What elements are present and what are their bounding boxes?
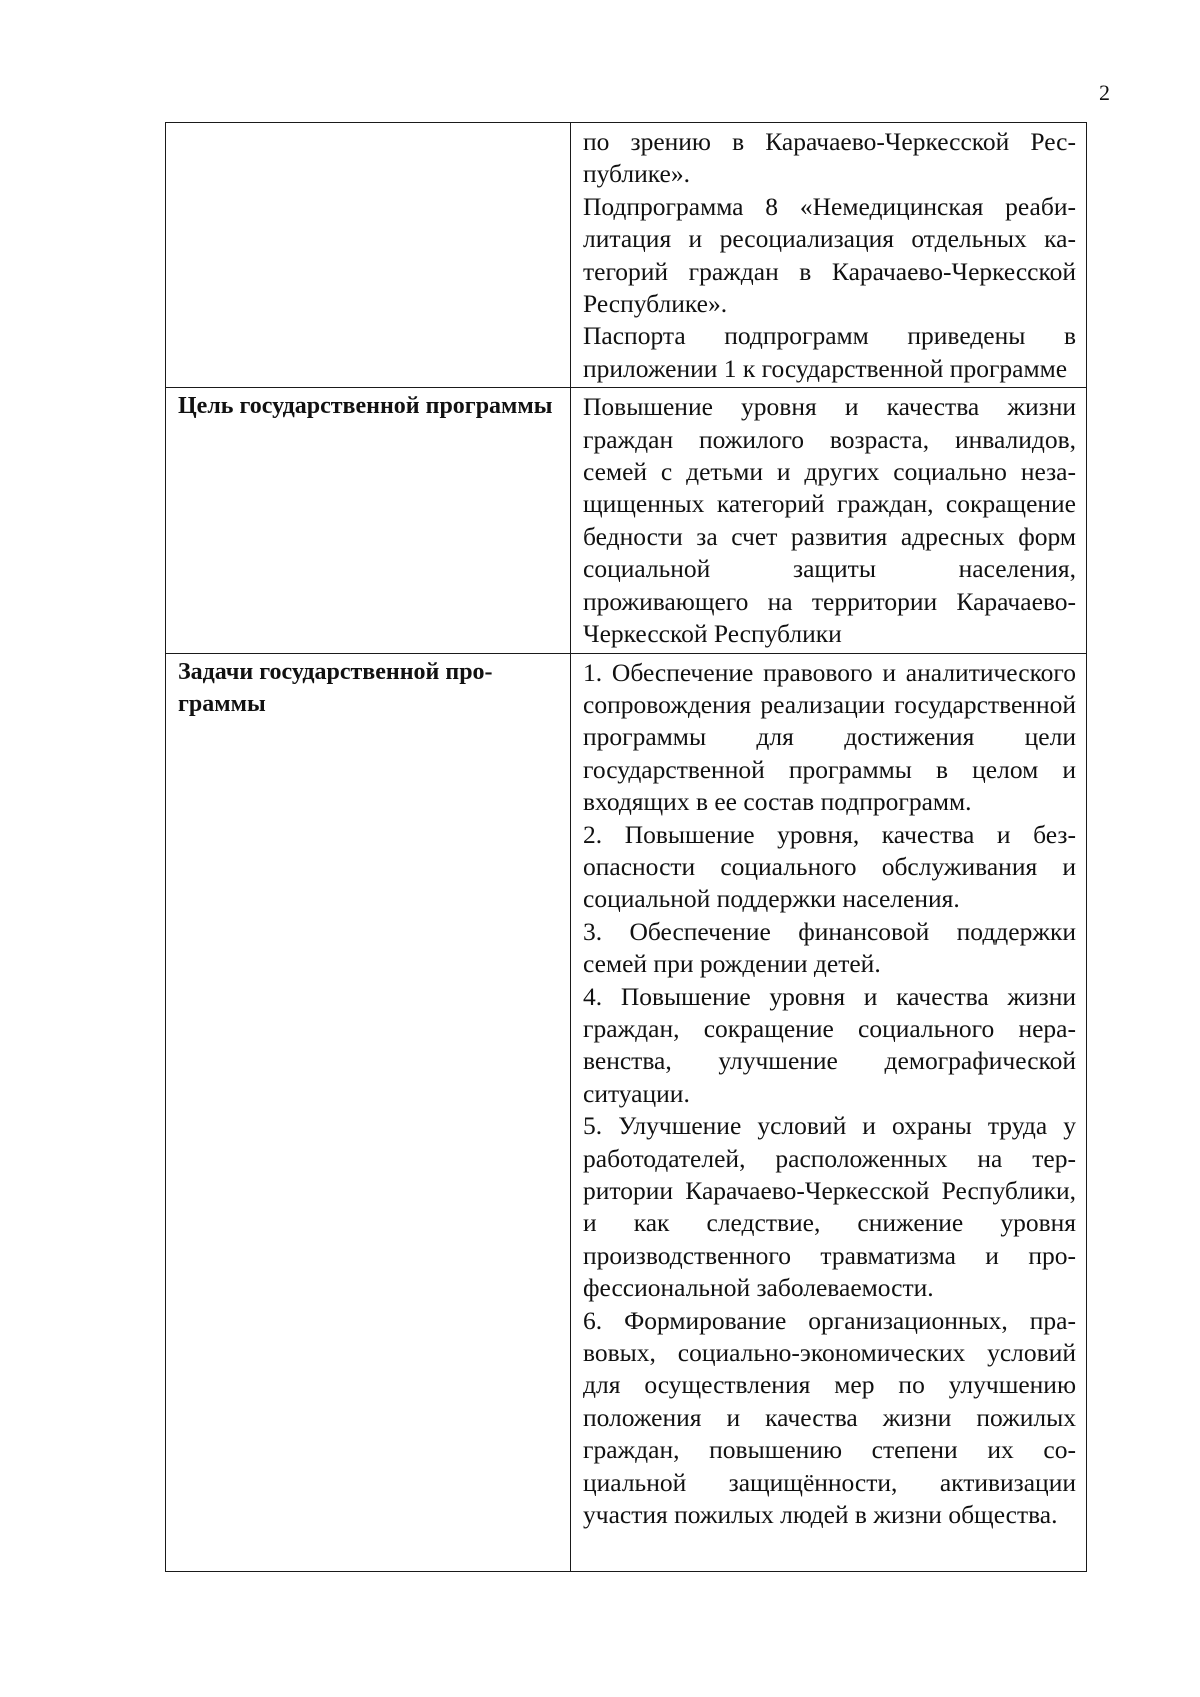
- paragraph: 2. Повышение уровня, качества и безопасности социального обслуживания и социальной поддержки населения.: [583, 819, 1076, 914]
- row-content-goal: [571, 388, 1087, 653]
- paragraph: Паспорта подпрограмм приведены в приложении 1 к государственной программе: [583, 321, 1076, 383]
- table-row-tasks: [166, 653, 1087, 1571]
- paragraph: 1. Обеспечение правового и аналитического сопровождения реализации государственной программы для достижения цели государственной программы в целом и входящих в ее состав подпрограмм.: [583, 657, 1076, 817]
- program-passport-table: [165, 122, 1087, 1572]
- paragraph: Повышение уровня и качества жизни граждан пожилого возраста, инвалидов, семей с детьми и других социально незащищенных категорий граждан, сокращение бедности за счет развития адресных форм социальной защиты населения, проживающего на территории Карачаево-Черкесской Республики: [583, 392, 1076, 649]
- paragraph: 3. Обеспечение финансовой поддержки семей при рождении детей.: [583, 916, 1076, 979]
- paragraph: 4. Повышение уровня и качества жизни граждан, сокращение социального неравенства, улучшение демографической ситуации.: [583, 981, 1076, 1108]
- row-label-goal: Цель государственной программы: [166, 388, 571, 653]
- row-label-empty: [166, 123, 571, 388]
- row-label-tasks: Задачи государственной программы: [166, 653, 571, 1571]
- paragraph: Подпрограмма 8 «Немедицинская реабилитация и ресоциализация отдельных категорий граждан в Карачаево-Черкесской Республике».: [583, 191, 1076, 319]
- paragraph: 6. Формирование организационных, правовых, социально-экономических условий для осуществления мер по улучшению положения и качества жизни пожилых граждан, повышению степени их социальной защищённости, активизации участия пожилых людей в жизни общества.: [583, 1305, 1076, 1530]
- row-content-tasks: [571, 653, 1087, 1571]
- table-row-continuation: [166, 123, 1087, 388]
- paragraph: по зрению в Карачаево-Черкесской Республике».: [583, 127, 1076, 189]
- page-number: 2: [1099, 80, 1110, 105]
- paragraph: 5. Улучшение условий и охраны труда у работодателей, расположенных на территории Карачаево-Черкесской Республики, и как следствие, снижение уровня производственного травматизма и профессиональной заболеваемости.: [583, 1111, 1076, 1303]
- row-content-subprograms: [571, 123, 1087, 388]
- table-row-goal: [166, 388, 1087, 653]
